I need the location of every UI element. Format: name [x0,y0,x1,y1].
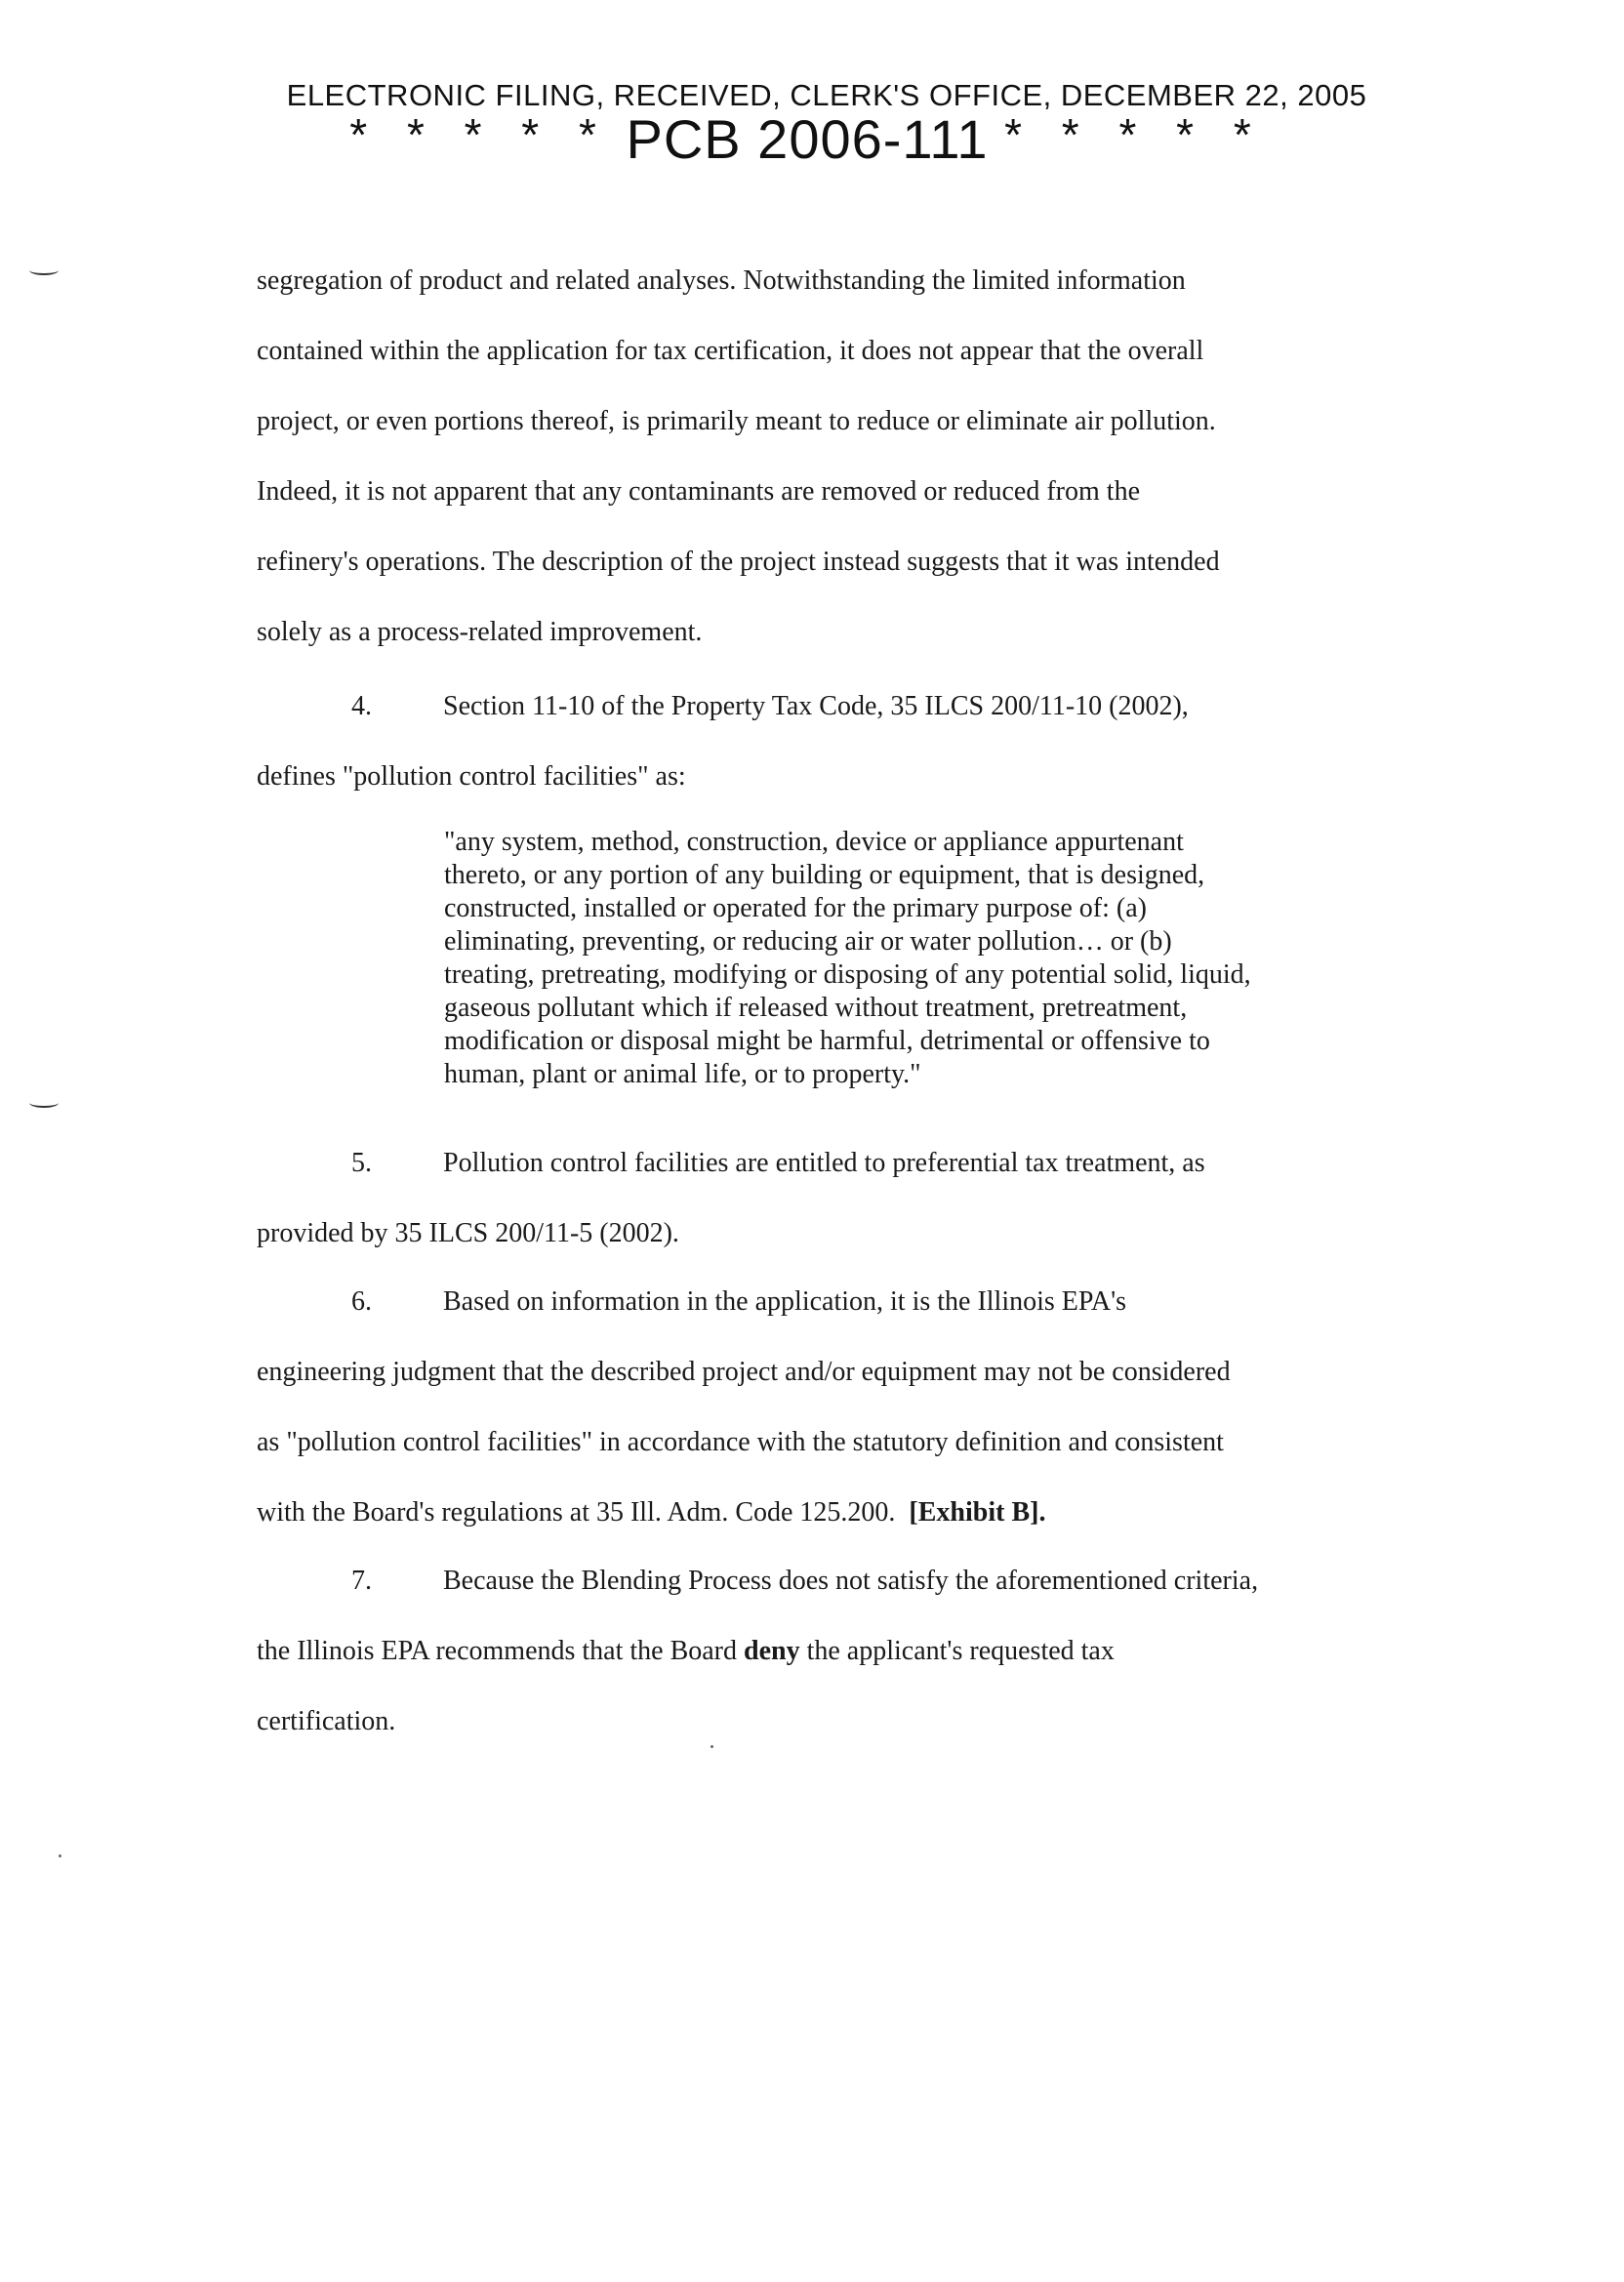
text-line: Based on information in the application, it is the Illinois EPA's [443,1286,1127,1317]
paragraph-7 [257,1546,1379,1757]
text-line: engineering judgment that the described project and/or equipment may not be considered [257,1357,1231,1387]
quote-line: eliminating, preventing, or reducing air or water pollution… or (b) [444,926,1172,957]
case-number-line [0,107,1624,171]
statutory-quote [444,826,1361,1091]
text-line: solely as a process-related improvement. [257,617,703,647]
text-line: provided by 35 ILCS 200/11-5 (2002). [257,1218,679,1248]
text-line: Indeed, it is not apparent that any contaminants are removed or reduced from the [257,476,1140,507]
paragraph-number: 6. [351,1286,372,1317]
quote-line: constructed, installed or operated for the primary purpose of: (a) [444,893,1147,923]
text-line: segregation of product and related analyses. Notwithstanding the limited information [257,265,1186,296]
scan-speck [59,1854,61,1857]
stars-right: * * * * * [1004,109,1265,160]
paragraph-4 [257,672,1379,812]
quote-line: treating, pretreating, modifying or disposing of any potential solid, liquid, [444,959,1251,990]
text-line: with the Board's regulations at 35 Ill. Adm. Code 125.200. [257,1497,896,1528]
paragraph-5 [257,1128,1379,1269]
text-line: Section 11-10 of the Property Tax Code, 35 ILCS 200/11-10 (2002), [443,691,1189,721]
exhibit-reference: [Exhibit B]. [909,1497,1046,1528]
case-number: PCB 2006-111 [626,108,989,170]
filing-header [0,78,1624,171]
punch-mark-top [29,265,59,275]
paragraph-6 [257,1267,1379,1548]
paragraph-number: 7. [351,1566,372,1596]
text-line: refinery's operations. The description of the project instead suggests that it was intended [257,547,1220,577]
filing-stamp-line: ELECTRONIC FILING, RECEIVED, CLERK'S OFFICE, DECEMBER 22, 2005 [286,78,1367,112]
quote-line: modification or disposal might be harmful, detrimental or offensive to [444,1026,1210,1056]
text-line: defines "pollution control facilities" as: [257,761,686,792]
text-line: contained within the application for tax certification, it does not appear that the overall [257,336,1204,366]
text-line: Pollution control facilities are entitled to preferential tax treatment, as [443,1148,1205,1178]
punch-mark-middle [29,1098,59,1108]
text-line: the Illinois EPA recommends that the Board [257,1636,745,1666]
text-line: the applicant's requested tax [799,1636,1115,1666]
text-line: as "pollution control facilities" in accordance with the statutory definition and consistent [257,1427,1224,1457]
quote-line: "any system, method, construction, device or appliance appurtenant [444,827,1184,857]
deny-emphasis: deny [744,1636,800,1666]
paragraph-number: 5. [351,1148,372,1178]
paragraph-number: 4. [351,691,372,721]
text-line: project, or even portions thereof, is primarily meant to reduce or eliminate air pollution. [257,406,1216,436]
quote-line: gaseous pollutant which if released without treatment, pretreatment, [444,993,1188,1023]
stars-left: * * * * * [349,109,610,160]
text-line: certification. [257,1706,396,1736]
quote-line: human, plant or animal life, or to property." [444,1059,921,1089]
paragraph-continuation [257,246,1379,668]
quote-line: thereto, or any portion of any building or equipment, that is designed, [444,860,1205,890]
text-line: Because the Blending Process does not satisfy the aforementioned criteria, [443,1566,1259,1596]
